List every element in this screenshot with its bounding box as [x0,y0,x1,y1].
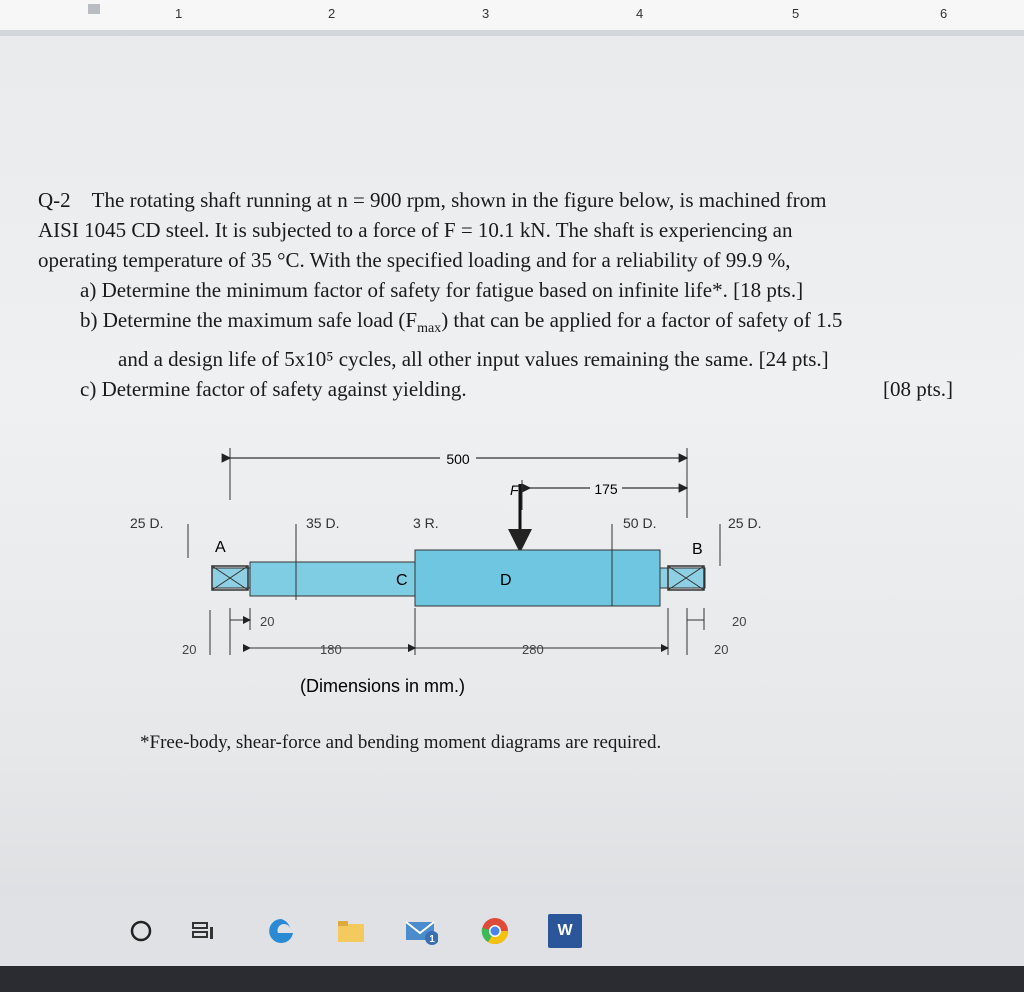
footnote: *Free-body, shear-force and bending moment diagrams are required. [140,732,662,753]
dim-500: 500 [446,451,470,467]
dim-20-c: 20 [182,642,197,657]
word-letter: W [557,922,573,939]
part-b-line-1-end: ) that can be applied for a factor of safety of 1.5 [441,308,843,332]
part-c-points: [08 pts.] [883,377,953,402]
word-ruler[interactable] [0,0,1024,31]
figure-caption: (Dimensions in mm.) [300,676,466,696]
dim-180: 180 [320,642,342,657]
ruler-mark: 2 [328,6,336,21]
task-view-icon[interactable] [186,914,220,948]
question-block [38,185,998,404]
search-icon[interactable] [124,914,158,948]
intro-line-2: AISI 1045 CD steel. It is subjected to a force of F = 10.1 kN. The shaft is experiencing an [38,218,793,242]
ruler-mark: 6 [940,6,948,21]
ruler-mark: 5 [792,6,800,21]
ruler-mark: 3 [482,6,490,21]
force-label: F [510,482,519,498]
word-icon[interactable] [548,914,582,948]
indent-marker[interactable] [88,4,100,14]
chrome-icon[interactable] [478,914,512,948]
label-B: B [692,541,703,558]
file-explorer-icon[interactable] [334,914,368,948]
mail-badge: 1 [429,934,435,945]
intro-line-1: The rotating shaft running at n = 900 rpm, shown in the figure below, is machined from [91,188,827,212]
label-A: A [215,539,226,556]
dim-175: 175 [594,481,618,497]
part-b-line-1: b) Determine the maximum safe load (F [80,308,418,332]
ruler-mark: 1 [175,6,183,21]
dim-20-d: 20 [714,642,729,657]
label-C: C [396,572,408,589]
taskbar [0,896,1024,992]
part-c: c) Determine factor of safety against yielding. [80,377,467,402]
question-number: Q-2 [38,188,71,212]
diameter-50: 50 D. [623,515,657,531]
diameter-35: 35 D. [306,515,340,531]
part-b-subscript: max [417,321,442,337]
part-a: a) Determine the minimum factor of safety for fatigue based on infinite life*. [18 pts.] [80,278,804,302]
edge-icon[interactable] [264,914,298,948]
dim-20-b: 20 [732,614,747,629]
part-b-line-2: and a design life of 5x10⁵ cycles, all other input values remaining the same. [24 pts.] [118,347,829,372]
dim-280: 280 [522,642,544,657]
dim-20-a: 20 [260,614,275,629]
label-D: D [500,572,512,589]
mail-icon[interactable] [404,914,438,948]
radius-3: 3 R. [413,515,439,531]
ruler-mark: 4 [636,6,644,21]
shaft-figure [120,440,820,710]
diameter-25-right: 25 D. [728,515,762,531]
intro-line-3: operating temperature of 35 °C. With the specified loading and for a reliability of 99.9 %, [38,248,791,272]
diameter-25-left: 25 D. [130,515,164,531]
